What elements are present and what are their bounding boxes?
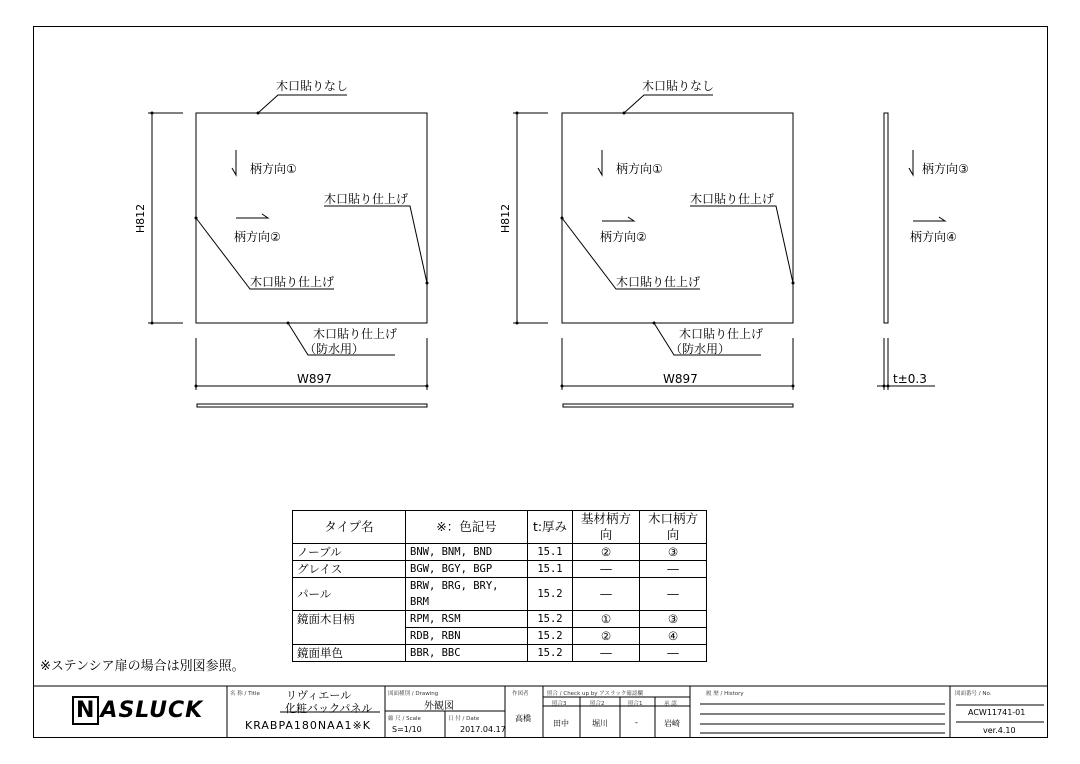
- edge-none-label-2: 木口貼りなし: [642, 79, 715, 93]
- spec-table: [292, 510, 707, 662]
- version: ver.4.10: [983, 726, 1016, 735]
- edge-finish-waterproof-label-p2: 木口貼り仕上げ: [679, 327, 764, 341]
- edge-finish-label-p1-right: 木口貼り仕上げ: [324, 192, 409, 206]
- check-col-4: 承 認: [664, 701, 677, 707]
- cell-code: BBR, BBC: [406, 645, 528, 662]
- cell-base-grain: ―: [573, 561, 640, 578]
- cell-thickness: 15.1: [528, 561, 573, 578]
- cell-type: 鏡面木目柄: [293, 611, 406, 628]
- cell-base-grain: ②: [573, 628, 640, 645]
- drafter-caption: 作図者: [512, 691, 529, 697]
- cell-thickness: 15.2: [528, 628, 573, 645]
- cell-base-grain: ―: [573, 645, 640, 662]
- grain-dir-2-label-p1: 柄方向②: [234, 230, 281, 244]
- cell-type: ノーブル: [293, 544, 406, 561]
- table-row: [293, 628, 707, 645]
- spec-table-header: [293, 511, 707, 544]
- date-caption: 日 付 / Date: [448, 716, 480, 722]
- grain-dir-1-label-p1: 柄方向①: [250, 162, 297, 176]
- check-col-3: 照合1: [628, 701, 643, 707]
- waterproof-note-p1: （防水用）: [304, 342, 365, 356]
- panel-1-edge: [197, 404, 427, 407]
- edge-none-label-1: 木口貼りなし: [276, 79, 349, 93]
- number-caption: 図面番号 / No.: [955, 691, 992, 697]
- date-value: 2017.04.17: [460, 725, 506, 734]
- cell-code: RPM, RSM: [406, 611, 528, 628]
- header-thickness: t:厚み: [528, 511, 573, 544]
- grain-dir-1-label-p2: 柄方向①: [616, 162, 663, 176]
- header-type: タイプ名: [293, 511, 406, 544]
- edge-finish-label-p1-left: 木口貼り仕上げ: [250, 275, 335, 289]
- cell-edge-grain: ―: [640, 561, 707, 578]
- header-color-code: ※：色記号: [406, 511, 528, 544]
- cell-thickness: 15.2: [528, 578, 573, 611]
- grain-dir-4-label: 柄方向④: [910, 230, 957, 244]
- nasluck-logo: N ASLUCK: [72, 698, 203, 723]
- table-row: [293, 578, 707, 611]
- edge-finish-label-p2-right: 木口貼り仕上げ: [690, 192, 775, 206]
- check-col-1: 照合3: [552, 701, 567, 707]
- table-row: [293, 561, 707, 578]
- height-dim-p2: H812: [499, 203, 513, 234]
- cell-type: [293, 628, 406, 645]
- edge-finish-waterproof-label-p1: 木口貼り仕上げ: [313, 327, 398, 341]
- check-val-1: 田中: [553, 719, 569, 728]
- title-line-2: 化粧バックパネル: [285, 702, 373, 715]
- check-val-4: 岩崎: [664, 719, 680, 728]
- cell-base-grain: ②: [573, 544, 640, 561]
- check-col-2: 照合2: [590, 701, 605, 707]
- drawing-type: 外観図: [424, 701, 454, 712]
- thickness-dim: t±0.3: [893, 372, 927, 386]
- cell-thickness: 15.1: [528, 544, 573, 561]
- stencia-note: ※ステンシア扉の場合は別図参照。: [40, 659, 245, 674]
- drawing-caption: 図面種別 / Drawing: [388, 691, 439, 697]
- table-row: [293, 645, 707, 662]
- cell-type: パール: [293, 578, 406, 611]
- title-caption: 名 称 / Title: [230, 691, 260, 697]
- title-line-1: リヴィエール: [286, 689, 352, 702]
- cell-type: 鏡面単色: [293, 645, 406, 662]
- cell-edge-grain: ―: [640, 645, 707, 662]
- model-number: KRABPA180NAA1※K: [245, 719, 371, 732]
- cell-base-grain: ①: [573, 611, 640, 628]
- cell-type: グレイス: [293, 561, 406, 578]
- cell-edge-grain: ③: [640, 544, 707, 561]
- scale-value: S=1/10: [392, 725, 422, 734]
- panel-side: [884, 113, 888, 323]
- panel-2-front: [562, 113, 793, 323]
- cell-code: BRW, BRG, BRY, BRM: [406, 578, 528, 611]
- cell-edge-grain: ③: [640, 611, 707, 628]
- scale-caption: 縮 尺 / Scale: [388, 716, 421, 722]
- check-val-3: -: [635, 718, 638, 727]
- table-row: [293, 544, 707, 561]
- cell-code: BGW, BGY, BGP: [406, 561, 528, 578]
- table-row: [293, 611, 707, 628]
- cell-edge-grain: ―: [640, 578, 707, 611]
- drawing-number: ACW11741-01: [968, 708, 1026, 717]
- panel-2-edge: [563, 404, 793, 407]
- grain-dir-3-label: 柄方向③: [922, 162, 969, 176]
- header-base-grain: 基材柄方向: [573, 511, 640, 544]
- cell-thickness: 15.2: [528, 645, 573, 662]
- width-dim-p1: W897: [297, 372, 332, 386]
- cell-code: RDB, RBN: [406, 628, 528, 645]
- cell-thickness: 15.2: [528, 611, 573, 628]
- waterproof-note-p2: （防水用）: [670, 342, 731, 356]
- history-caption: 履 歴 / History: [706, 691, 744, 697]
- logo-text: ASLUCK: [100, 698, 204, 723]
- grain-dir-2-label-p2: 柄方向②: [600, 230, 647, 244]
- cell-edge-grain: ④: [640, 628, 707, 645]
- width-dim-p2: W897: [663, 372, 698, 386]
- check-caption: 照合 / Check up by アスラック確認欄: [547, 691, 643, 697]
- cell-code: BNW, BNM, BND: [406, 544, 528, 561]
- header-edge-grain: 木口柄方向: [640, 511, 707, 544]
- cell-base-grain: ―: [573, 578, 640, 611]
- edge-finish-label-p2-left: 木口貼り仕上げ: [616, 275, 701, 289]
- check-val-2: 堀川: [592, 719, 608, 728]
- height-dim-p1: H812: [134, 203, 148, 234]
- drafter-name: 高橋: [515, 714, 531, 723]
- panel-1-front: [196, 113, 427, 323]
